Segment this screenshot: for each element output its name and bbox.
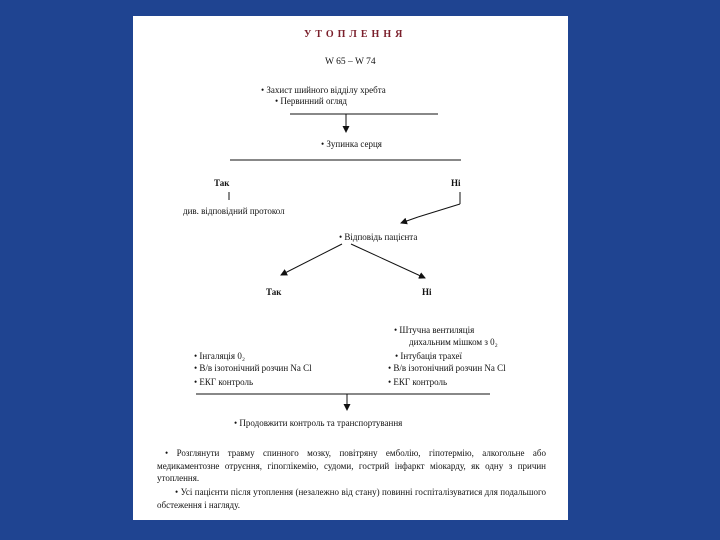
left-action-ecg: • ЕКГ контроль (194, 377, 254, 387)
continue-monitoring: • Продовжити контроль та транспортування (234, 418, 403, 428)
connector (418, 204, 460, 217)
right-action-ecg: • ЕКГ контроль (388, 377, 448, 387)
note-differential: • Розглянути травму спинного мозку, повітряну емболію, гіпотермію, алкогольне або медикаментозне отруєння, гіпоглікемію, судоми, гострий інфаркт міокарду, як одну з причин утоплення. (157, 448, 546, 483)
arrow-diagonal (401, 217, 418, 223)
decision-cardiac-arrest: • Зупинка серця (321, 139, 382, 149)
left-action-iv: • В/в ізотонічний розчин Na Cl (194, 363, 312, 373)
step-primary-survey: • Первинний огляд (275, 96, 347, 106)
branch-no-label: Ні (451, 178, 461, 188)
branch-yes-label: Так (214, 178, 230, 188)
right-action-intubation: • Інтубація трахеї (395, 351, 462, 361)
right-action-iv: • В/в ізотонічний розчин Na Cl (388, 363, 506, 373)
page-title: УТОПЛЕННЯ (304, 29, 407, 40)
protocol-reference: див. відповідний протокол (183, 206, 285, 216)
arrow-left (281, 244, 342, 275)
note-hospitalization: • Усі пацієнти після утоплення (незалежно від стану) повинні госпіталізуватися для подальшого обстеження і нагляду. (157, 487, 546, 510)
step-spine-protection: • Захист шийного відділу хребта (261, 85, 386, 95)
right-action-ventilation-cont: дихальним мішком з 0₂ (409, 337, 498, 347)
left-action-oxygen: • Інгаляція 0₂ (194, 351, 245, 361)
decision-patient-response: • Відповідь пацієнта (339, 232, 418, 242)
icd-code: W 65 – W 74 (325, 57, 376, 67)
branch2-yes-label: Так (266, 287, 282, 297)
slide (133, 16, 568, 520)
branch2-no-label: Ні (422, 287, 432, 297)
right-action-ventilation: • Штучна вентиляція (394, 325, 475, 335)
arrow-right (351, 244, 425, 278)
